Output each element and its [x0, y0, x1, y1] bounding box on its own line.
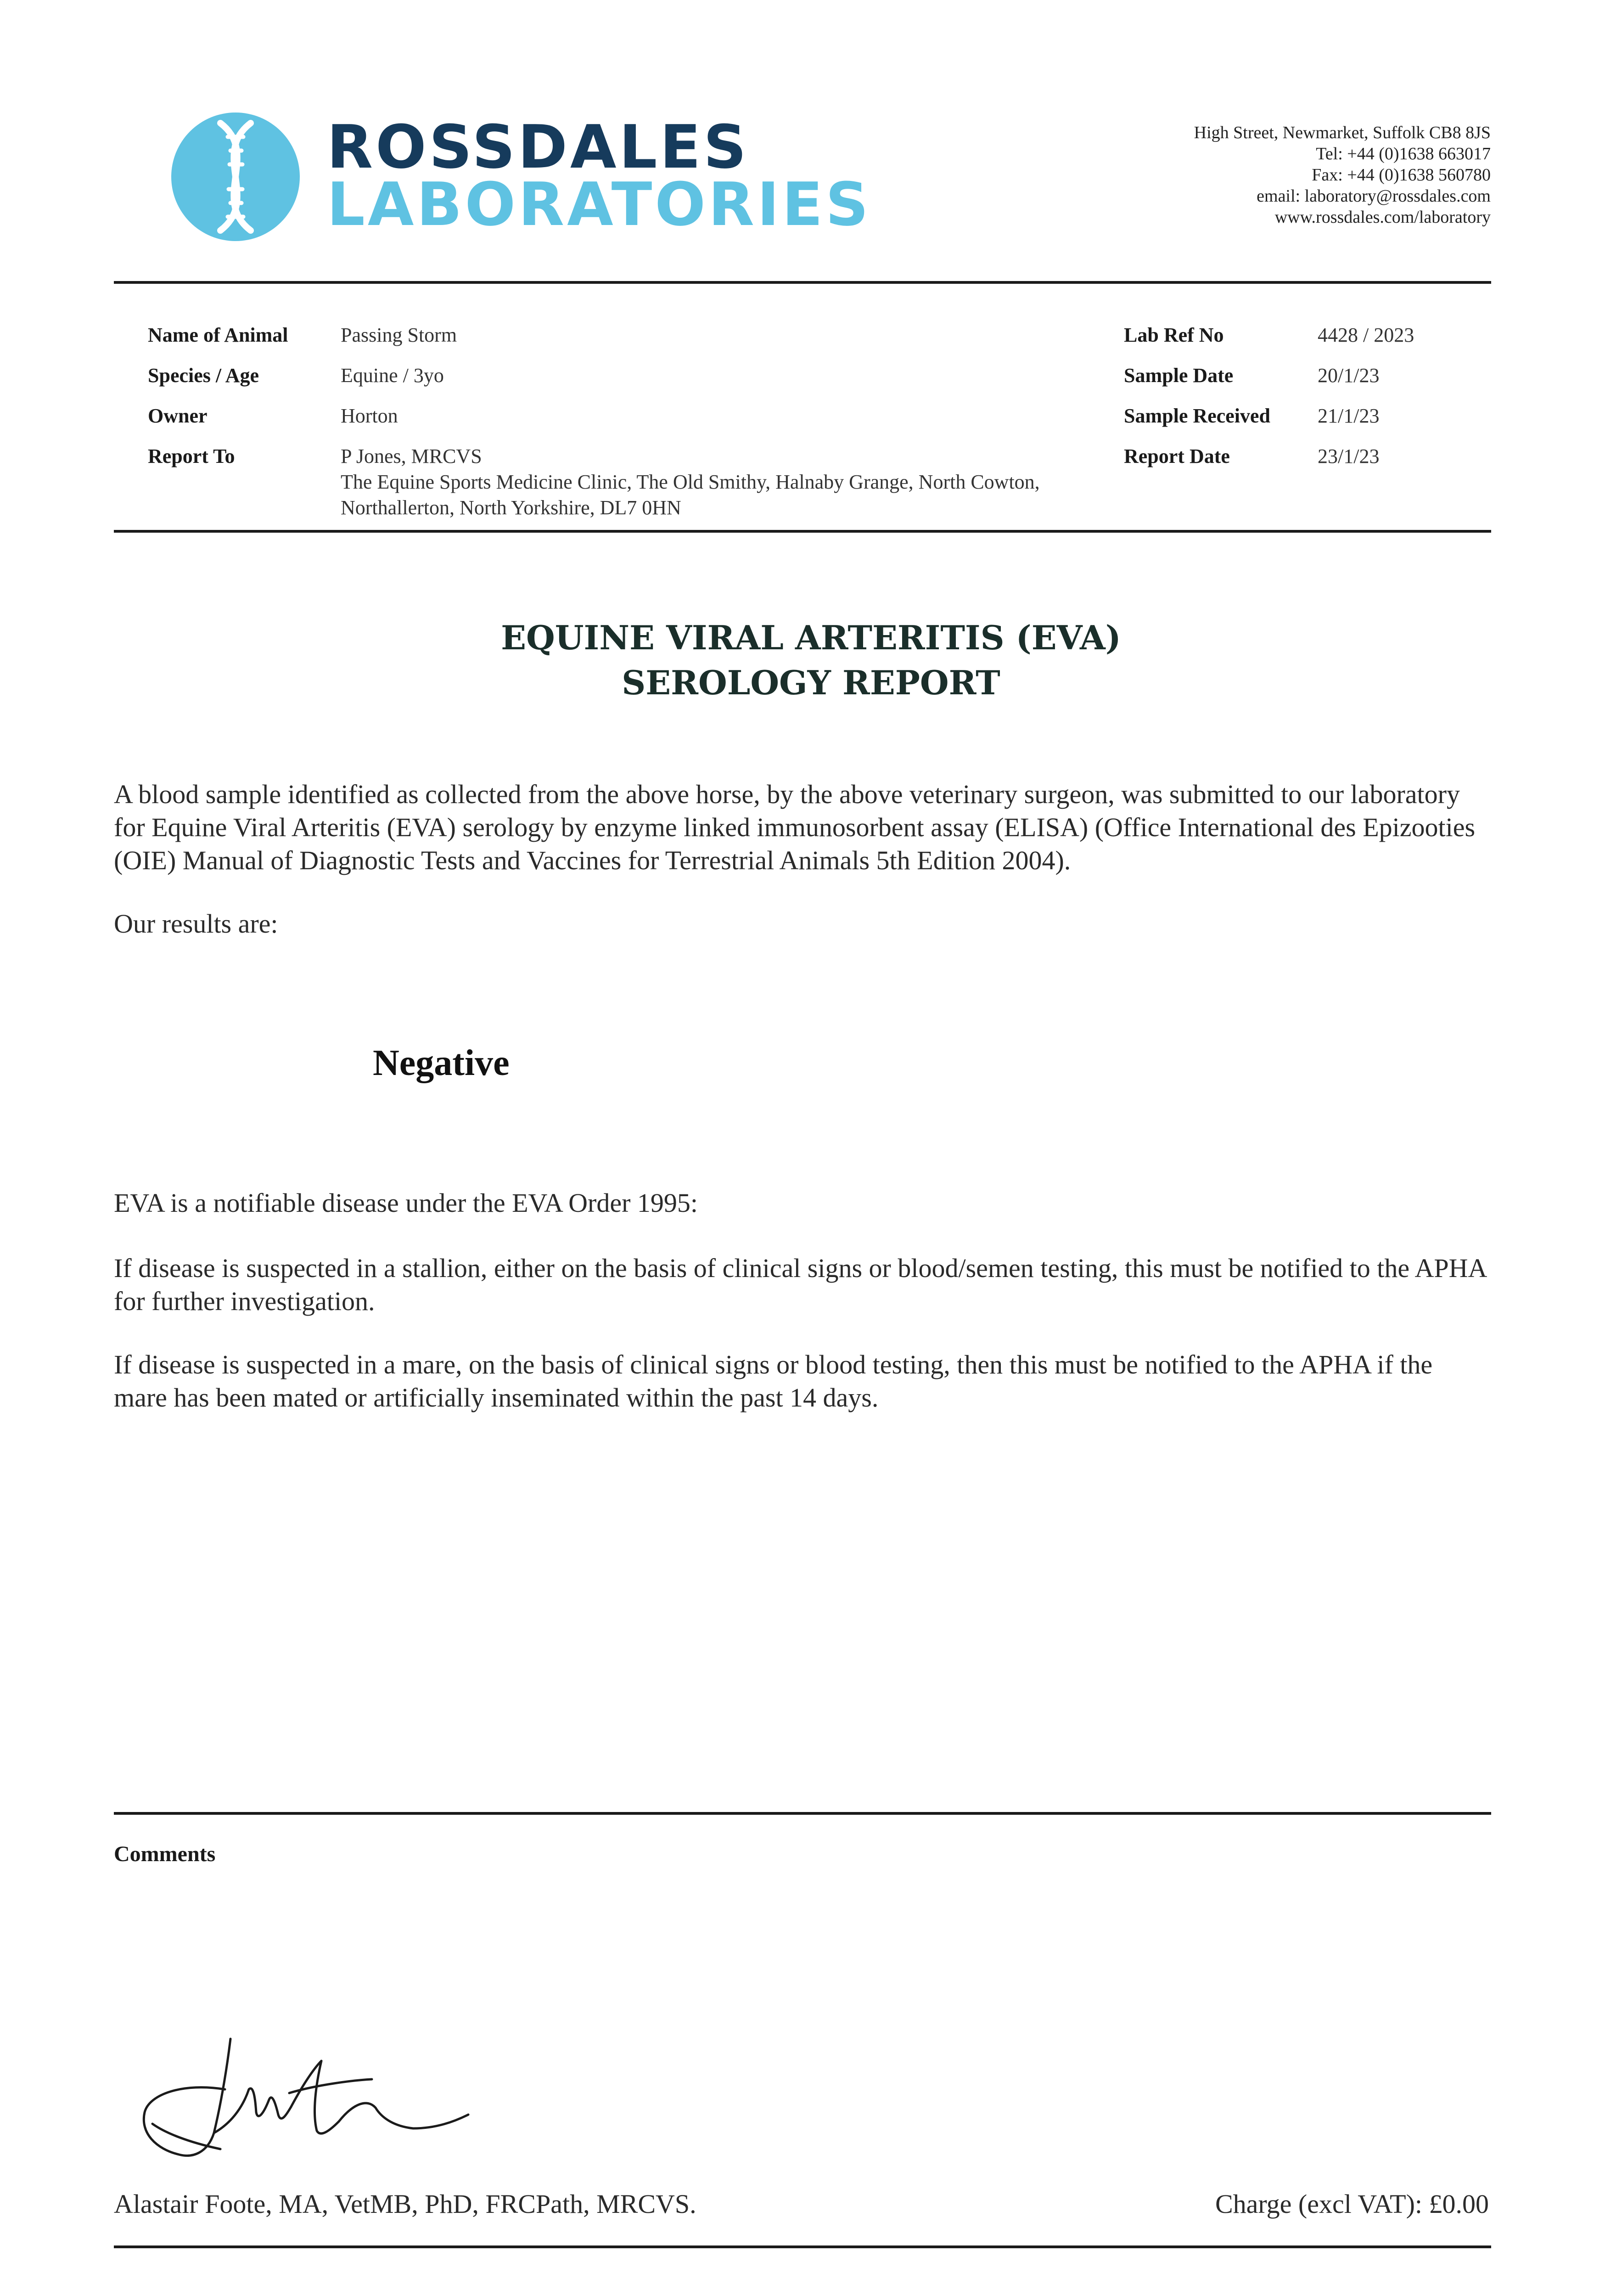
test-result: Negative [373, 1043, 510, 1083]
logo-text-laboratories: LABORATORIES [327, 169, 871, 239]
comments-label: Comments [114, 1842, 216, 1866]
species-age-label: Species / Age [148, 364, 259, 387]
mare-note: If disease is suspected in a mare, on the basis of clinical signs or blood testing, then this must be notified to the APHA if the mare has been mated or artificially inseminated within the past 14 days. [114, 1350, 1433, 1412]
owner-value: Horton [341, 405, 398, 427]
stallion-note: If disease is suspected in a stallion, either on the basis of clinical signs or blood/semen testing, this must be notified to the APHA for further investigation. [114, 1253, 1486, 1316]
report-date-label: Report Date [1124, 445, 1230, 467]
sample-date-label: Sample Date [1124, 364, 1234, 387]
header-divider [114, 281, 1491, 284]
lab-ref-label: Lab Ref No [1124, 324, 1224, 346]
report-to-address-line1: The Equine Sports Medicine Clinic, The Old Smithy, Halnaby Grange, North Cowton, [341, 471, 1040, 493]
results-intro: Our results are: [114, 909, 278, 939]
fax: Fax: +44 (0)1638 560780 [1312, 165, 1491, 185]
lab-ref-value: 4428 / 2023 [1318, 324, 1414, 346]
report-subtitle: SEROLOGY REPORT [622, 663, 1000, 702]
sample-received-value: 21/1/23 [1318, 405, 1380, 427]
telephone: Tel: +44 (0)1638 663017 [1316, 144, 1491, 163]
report-date-value: 23/1/23 [1318, 445, 1380, 467]
intro-paragraph: A blood sample identified as collected from the above horse, by the above veterinary surgeon, was submitted to our laboratory for Equine Viral Arteritis (EVA) serology by enzyme linked immunosorbent assay (ELISA) (Office International des Epizooties (OIE) Manual of Diagnostic Tests and Vaccines for Terrestrial Animals 5th Edition 2004). [114, 779, 1476, 875]
name-of-animal-label: Name of Animal [148, 324, 288, 346]
report-to-vet: P Jones, MRCVS [341, 445, 482, 467]
owner-label: Owner [148, 405, 208, 427]
signatory-name: Alastair Foote, MA, VetMB, PhD, FRCPath, MRCVS. [114, 2189, 696, 2219]
email-address[interactable]: email: laboratory@rossdales.com [1257, 186, 1491, 206]
comments-divider [114, 1812, 1491, 1815]
details-divider [114, 530, 1491, 533]
dna-logo-icon [169, 110, 302, 243]
address-line: High Street, Newmarket, Suffolk CB8 8JS [1194, 123, 1491, 142]
sample-date-value: 20/1/23 [1318, 364, 1380, 387]
website-link[interactable]: www.rossdales.com/laboratory [1274, 208, 1491, 227]
logo-text-rossdales: ROSSDALES [327, 112, 749, 182]
name-of-animal-value: Passing Storm [341, 324, 457, 346]
footer-divider [114, 2245, 1491, 2248]
report-to-address-line2: Northallerton, North Yorkshire, DL7 0HN [341, 496, 681, 519]
species-age-value: Equine / 3yo [341, 364, 444, 387]
sample-received-label: Sample Received [1124, 405, 1270, 427]
signature-image [124, 2034, 473, 2163]
notifiable-statement: EVA is a notifiable disease under the EVA Order 1995: [114, 1188, 698, 1218]
report-title: EQUINE VIRAL ARTERITIS (EVA) [501, 618, 1121, 657]
charge-amount: Charge (excl VAT): £0.00 [1215, 2189, 1489, 2219]
report-to-label: Report To [148, 445, 235, 467]
